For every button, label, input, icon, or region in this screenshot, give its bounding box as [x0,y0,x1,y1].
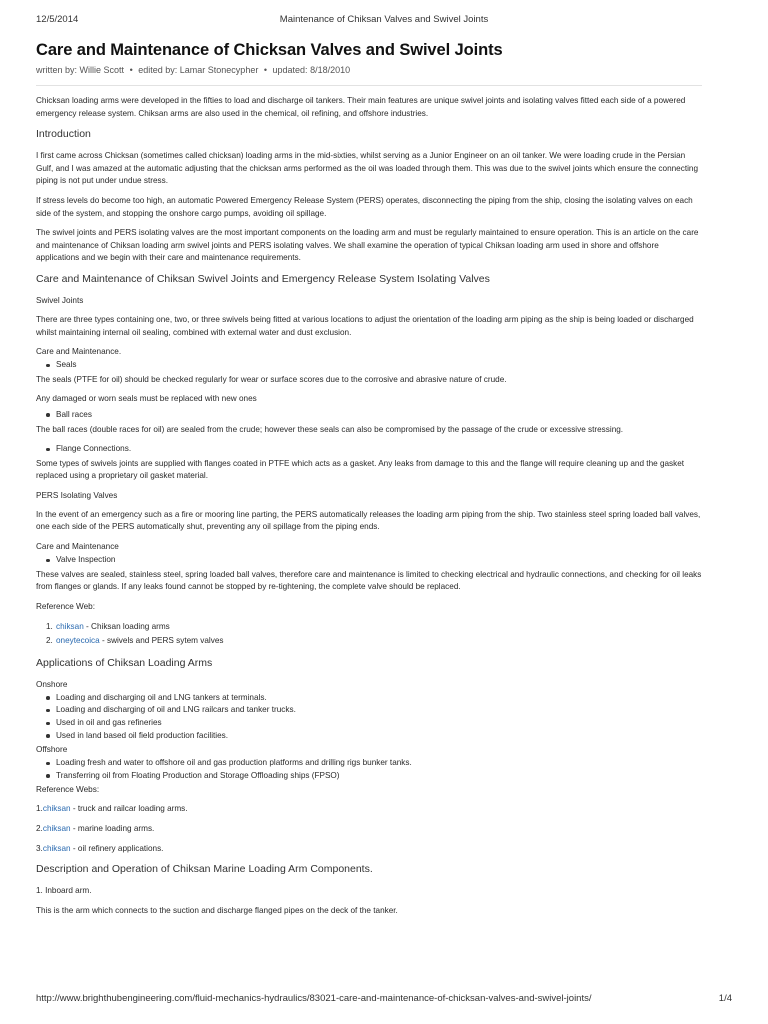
list-item [46,730,702,743]
reference-line [36,843,702,856]
flange-paragraph: Some types of swivels joints are supplied with flanges coated in PTFE which acts as a gasket. Any leaks from damage to this and the flange will require cleaning up and the gasket replaced using a proprietary oil gasket material. [36,458,685,481]
valve-list [46,554,702,567]
author-name: Willie Scott [79,65,125,75]
list-item-label: Seals [56,360,77,370]
list-number: 1. [36,804,43,814]
reference-list [46,620,702,648]
pers-valves-heading: PERS Isolating Valves [36,490,118,500]
bullet-icon [46,364,50,368]
section-heading-applications: Applications of Chiksan Loading Arms [36,656,213,669]
ball-races-paragraph: The ball races (double races for oil) are sealed from the crude; however these seals can also be compromised by the passage of the crude or excessive stressing. [36,424,624,434]
print-footer [36,993,732,1007]
byline-divider [36,85,702,86]
reference-description: - oil refinery applications. [70,843,164,853]
bullet-icon [46,448,50,452]
list-item [46,443,702,456]
byline-separator: • [263,65,267,75]
list-item [46,704,702,717]
inboard-arm-paragraph: This is the arm which connects to the suction and discharge flanged pipes on the deck of the tanker. [36,905,398,915]
reference-web-label: Reference Web: [36,601,96,611]
updated-label: updated: [272,65,308,75]
section-heading-introduction: Introduction [36,128,91,141]
print-date: 12/5/2014 [36,14,79,25]
onshore-list [46,692,702,742]
bullet-icon [46,709,50,713]
flange-list [46,443,702,456]
byline-separator: • [129,65,133,75]
valve-paragraph: These valves are sealed, stainless steel, spring loaded ball valves, therefore care and maintenance is limited to checking electrical and hydraulic connections, and checking for oil leaks from flanges or glands. If any leaks found cannot be stopped by re-tightening, the complete valve should be replaced. [36,569,702,592]
list-item-label: Loading and discharging of oil and LNG railcars and tanker trucks. [56,705,296,715]
introduction-paragraph-1: I first came across Chicksan (sometimes called chicksan) loading arms in the mid-sixties, whilst serving as a Junior Engineer on an oil tanker. We were loading crude in the Persian Gulf, and I was amazed at the automatic adjusting that the chicksan arms performed as the oil was loaded through them. This was due to the swivel joints which ensure the connecting piping is not put under undue stress. [36,151,699,186]
updated-date: 8/18/2010 [310,65,351,75]
list-item-label: Flange Connections. [56,444,132,454]
list-number: 3. [36,843,43,853]
reference-webs-label: Reference Webs: [36,785,100,795]
offshore-list [46,757,702,782]
care-maintenance-label: Care and Maintenance. [36,347,122,357]
pers-paragraph: In the event of an emergency such as a fire or mooring line parting, the PERS automatically releases the loading arm piping from the ship. Two stainless steel spring loaded ball valves, one each side of the PERS automatically shut, preventing any oil spillage from the piping ends. [36,509,701,532]
list-item [46,409,702,422]
swivel-joints-heading: Swivel Joints [36,295,84,305]
bullet-icon [46,774,50,778]
bullet-icon [46,722,50,726]
list-item [46,770,702,783]
list-item [46,634,702,648]
editor-name: Lamar Stonecypher [179,65,259,75]
page-number: 1/4 [718,993,732,1004]
byline [36,64,702,76]
list-item-label: Valve Inspection [56,555,116,565]
list-item [46,359,702,372]
bullet-icon [46,559,50,563]
list-item [46,620,702,634]
reference-description: - marine loading arms. [70,824,155,833]
care-maintenance-label-2: Care and Maintenance [36,542,119,552]
introduction-paragraph-2: If stress levels do become too high, an automatic Powered Emergency Release System (PERS) operates, disconnecting the piping from the ship, closing the isolating valves on each side of the system, and stopping the onshore cargo pumps, avoiding oil spillage. [36,195,693,218]
list-number: 2. [36,824,43,833]
swivel-joints-paragraph: There are three types containing one, two, or three swivels being fitted at various locations to adjust the orientation of the loading arm piping as the ship is being loaded or discharged whilst maintaining internal oil sealing, combined with external water and dust exclusion. [36,314,694,337]
reference-line [36,803,702,816]
edited-by-label: edited by: [138,65,178,75]
list-number: 1. [46,621,53,631]
intro-paragraph: Chicksan loading arms were developed in the fifties to load and discharge oil tankers. Their main features are unique swivel joints and isolating valves fitted each side of a powered emergency release system. Chiksan arms are also used in the chemical, oil refining, and offshore industries. [36,96,686,118]
reference-description: - swivels and PERS sytem valves [99,635,224,645]
print-header [36,14,732,28]
introduction-paragraph-3: The swivel joints and PERS isolating valves are the most important components on the loading arm and must be regularly maintained to ensure operation. This is an article on the care and maintenance of Chiksan loading arm swivel joints and PERS isolating valves. We shall examine the operation of typical Chiksan loading arm used in shore and offshore applications and we begin with their care and maintenance requirements. [36,228,699,263]
onshore-label: Onshore [36,679,68,689]
section-heading-care: Care and Maintenance of Chiksan Swivel Joints and Emergency Release System Isolating Valves [36,272,490,285]
ball-races-list [46,409,702,422]
section-heading-description: Description and Operation of Chiksan Marine Loading Arm Components. [36,863,373,876]
inboard-arm-label: 1. Inboard arm. [36,886,92,896]
reference-link[interactable]: chiksan [42,804,71,814]
damaged-seals-paragraph: Any damaged or worn seals must be replaced with new ones [36,394,257,404]
bullet-icon [46,762,50,766]
print-page-title: Maintenance of Chiksan Valves and Swivel Joints [279,14,489,25]
article-body [36,40,702,924]
page-url: http://www.brighthubengineering.com/fluid-mechanics-hydraulics/83021-care-and-maintenance-of-chicksan-valves-and-swivel-joints/ [36,993,592,1004]
list-number: 2. [46,635,53,645]
reference-description: - truck and railcar loading arms. [70,804,188,814]
seals-paragraph: The seals (PTFE for oil) should be checked regularly for wear or surface scores due to the corrosive and abrasive nature of crude. [36,374,507,384]
reference-link[interactable]: chiksan [42,824,71,833]
written-by-label: written by: [36,65,78,75]
list-item-label: Used in oil and gas refineries [56,718,162,728]
list-item-label: Used in land based oil field production facilities. [56,730,229,740]
reference-link[interactable]: chiksan [42,843,71,853]
reference-description: - Chiksan loading arms [83,621,170,631]
reference-link[interactable]: oneytecoica [56,635,100,645]
reference-line [36,823,702,836]
bullet-icon [46,413,50,417]
list-item [46,554,702,567]
list-item [46,692,702,705]
list-item-label: Transferring oil from Floating Production and Storage Offloading ships (FPSO) [56,770,340,780]
list-item [46,717,702,730]
article-title: Care and Maintenance of Chicksan Valves and Swivel Joints [36,41,503,59]
list-item-label: Loading fresh and water to offshore oil and gas production platforms and drilling rigs bunker tanks. [56,758,412,768]
bullet-icon [46,734,50,738]
offshore-label: Offshore [36,745,68,755]
seals-list [46,359,702,372]
list-item-label: Loading and discharging oil and LNG tankers at terminals. [56,692,267,702]
reference-link[interactable]: chiksan [56,621,84,631]
bullet-icon [46,696,50,700]
list-item [46,757,702,770]
list-item-label: Ball races [56,409,92,419]
